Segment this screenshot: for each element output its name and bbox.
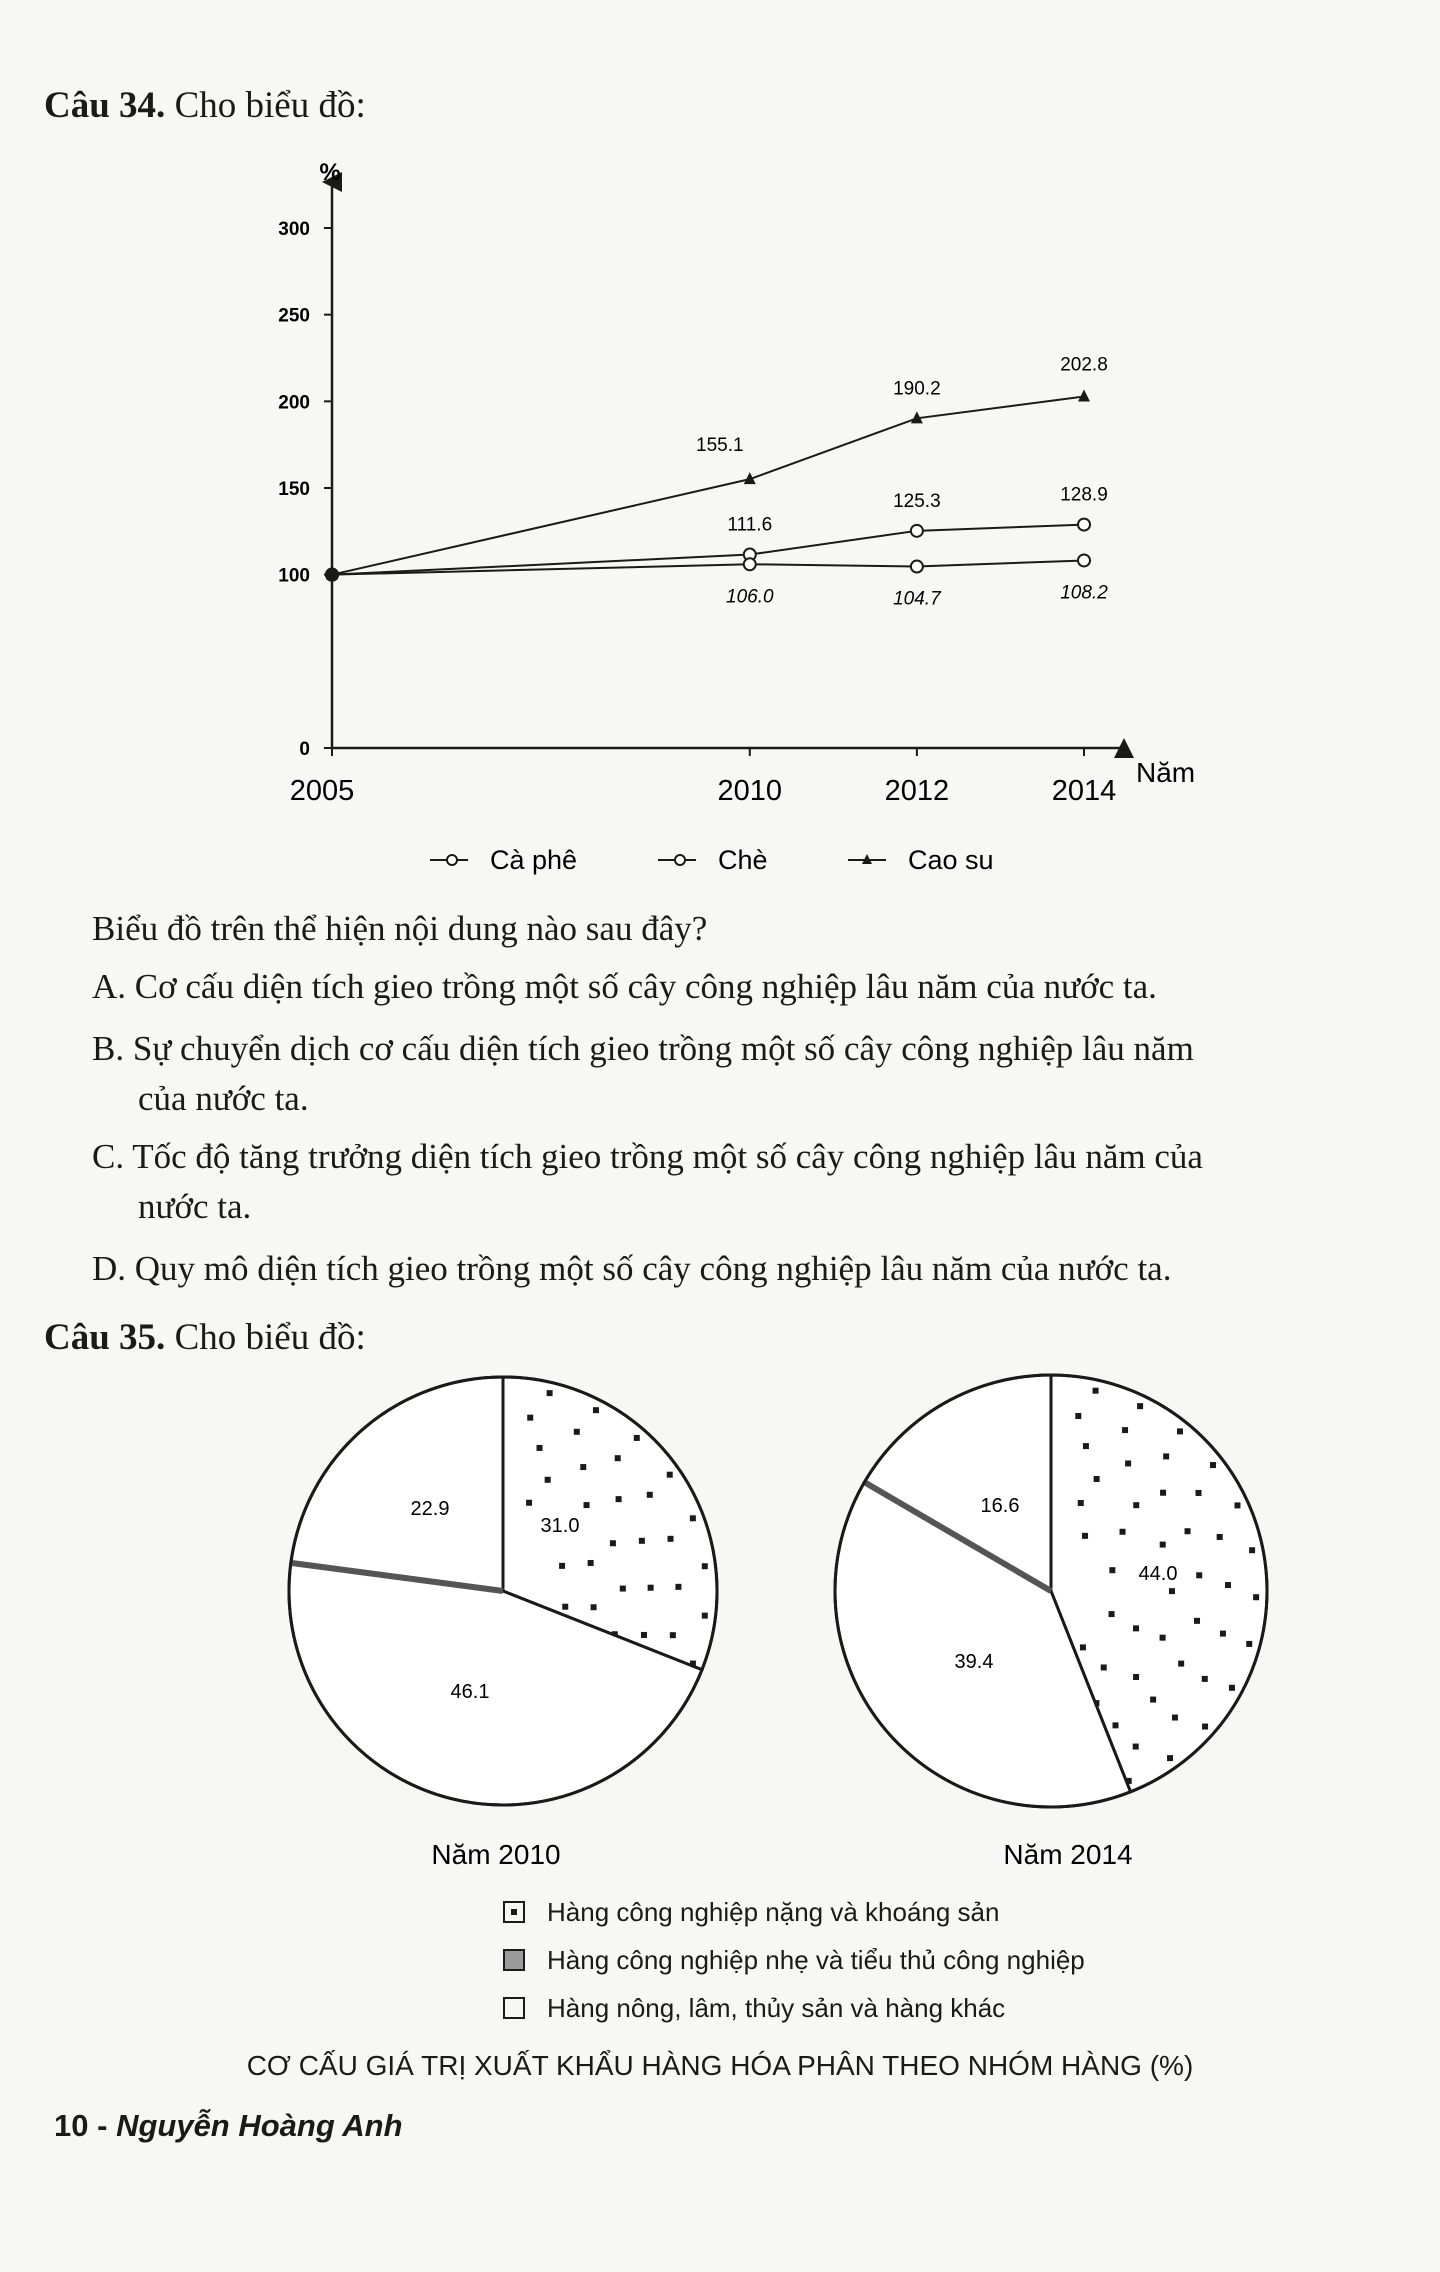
pattern-dot [668,1536,674,1542]
pattern-dot [1220,1631,1226,1637]
legend-circle-icon [447,855,457,865]
pattern-dot [1093,1388,1099,1394]
legend-label-heavy-industry: Hàng công nghiệp nặng và khoáng sản [547,1896,1000,1927]
pie-group [289,1375,1267,1870]
question-34-text: Biểu đồ trên thể hiện nội dung nào sau đây? [92,909,708,948]
pattern-dot [580,1464,586,1470]
y-tick-label: 100 [278,565,310,587]
pattern-dot [1202,1676,1208,1682]
pattern-dot [1109,1567,1115,1573]
pattern-dot [1202,1724,1208,1730]
pattern-dot [1133,1674,1139,1680]
pattern-dot [702,1613,708,1619]
x-tick-label: 2014 [1051,775,1117,807]
pie-chart-caption: CƠ CẤU GIÁ TRỊ XUẤT KHẨU HÀNG HÓA PHÂN THEO NHÓM HÀNG (%) [246,2050,1194,2081]
pattern-dot [1169,1588,1175,1594]
pattern-dot [670,1632,676,1638]
line-chart [0,140,1440,900]
pattern-dot [591,1604,597,1610]
pie-value-label: 31.0 [540,1515,580,1537]
pattern-dot [1234,1502,1240,1508]
y-tick-label: 200 [278,392,310,414]
data-point [1078,519,1090,531]
option-c-text-cont: nước ta. [138,1187,252,1226]
option-d-letter: D. [92,1249,127,1288]
pattern-dot [648,1585,654,1591]
series-line-2 [332,396,1084,574]
pattern-dot [620,1586,626,1592]
footer-separator: - [97,2108,108,2143]
option-a[interactable] [92,962,1157,1012]
pie-legend [503,1888,1085,2032]
pattern-dot [634,1435,640,1441]
pattern-dot [1185,1528,1191,1534]
pie-1 [835,1375,1267,1870]
question-35-heading [44,1316,366,1359]
legend-label: Cà phê [490,845,578,875]
pattern-dot [1167,1755,1173,1761]
pattern-dot [610,1540,616,1546]
data-label: 108.2 [1060,582,1108,604]
pie-slice [291,1377,503,1591]
option-b[interactable] [92,1024,1194,1124]
y-axis-label: % [319,159,341,186]
chart-legend [430,845,994,875]
y-tick-label: 300 [278,219,310,240]
x-tick-label: 2010 [717,775,783,807]
data-point [1078,554,1090,566]
chart-series [325,389,1090,581]
x-axis-label: Năm [1136,757,1196,788]
pattern-dot [1083,1443,1089,1449]
pattern-dot [1113,1722,1119,1728]
pattern-dot [675,1584,681,1590]
option-c-letter: C. [92,1137,125,1176]
pattern-dot [526,1500,532,1506]
legend-label: Cao su [908,845,994,875]
pattern-dot [588,1560,594,1566]
option-b-text-cont: của nước ta. [138,1079,309,1118]
pie-0 [289,1377,717,1870]
pattern-dot [545,1477,551,1483]
pattern-dot [1172,1715,1178,1721]
option-c-text: Tốc độ tăng trưởng diện tích gieo trồng một số cây công nghiệp lâu năm của [132,1137,1203,1176]
legend-item-light-industry [503,1936,1085,1984]
question-35-label: Câu 35. [44,1317,166,1358]
data-point [911,525,923,537]
legend-label: Chè [718,845,768,875]
data-label: 190.2 [893,378,941,400]
pattern-dot [1196,1490,1202,1496]
y-tick-label: 0 [299,739,310,760]
option-c[interactable] [92,1132,1203,1232]
pattern-dot [1160,1490,1166,1496]
data-point [744,558,756,570]
pattern-dot [1120,1529,1126,1535]
pattern-dot [1094,1476,1100,1482]
chart-data-labels [696,354,1108,609]
option-a-letter: A. [92,967,127,1006]
pattern-dot [1137,1403,1143,1409]
pie-year-label: Năm 2014 [1003,1839,1133,1870]
pattern-dot [615,1455,621,1461]
page-footer [54,2108,403,2144]
pattern-dot [1078,1500,1084,1506]
data-label: 202.8 [1060,354,1108,376]
pattern-dot [593,1407,599,1413]
pie-value-label: 16.6 [980,1495,1020,1517]
question-35-intro: Cho biểu đồ: [174,1317,366,1358]
pattern-dot [1082,1533,1088,1539]
pattern-dot [1080,1644,1086,1650]
data-label: 104.7 [893,588,941,610]
pattern-dot [1109,1611,1115,1617]
pie-value-label: 22.9 [410,1498,450,1520]
pattern-dot [1229,1685,1235,1691]
pie-value-label: 46.1 [450,1681,490,1703]
pattern-dot [641,1632,647,1638]
pattern-dot [1210,1462,1216,1468]
pattern-dot [1160,1542,1166,1548]
option-b-text: Sự chuyển dịch cơ cấu diện tích gieo trồng một số cây công nghiệp lâu năm [132,1029,1194,1068]
question-34-heading [44,84,366,127]
pattern-dot [1196,1572,1202,1578]
pie-value-label: 44.0 [1138,1563,1178,1585]
pattern-dot [562,1604,568,1610]
pattern-dot [639,1538,645,1544]
data-label: 155.1 [696,435,744,457]
pattern-dot [647,1492,653,1498]
series-line-1 [332,560,1084,574]
data-label: 106.0 [726,586,774,608]
pattern-dot [584,1502,590,1508]
legend-label-agriculture: Hàng nông, lâm, thủy sản và hàng khác [547,1992,1006,2023]
data-label: 125.3 [893,490,941,512]
pie-charts [0,1370,1440,1900]
pattern-dot [527,1415,533,1421]
pattern-dot [1249,1547,1255,1553]
legend-item-heavy-industry [503,1888,1085,1936]
pattern-dot [1178,1661,1184,1667]
option-a-text: Cơ cấu diện tích gieo trồng một số cây công nghiệp lâu năm của nước ta. [134,967,1157,1006]
pie-value-label: 39.4 [954,1651,994,1673]
pattern-dot [1225,1582,1231,1588]
pattern-dot [1125,1460,1131,1466]
legend-item-agriculture [503,1984,1085,2032]
pattern-dot [1101,1664,1107,1670]
y-tick-label: 150 [278,479,310,500]
pattern-dot [667,1472,673,1478]
dotted-swatch-icon [503,1901,525,1923]
pattern-dot [1122,1427,1128,1433]
data-label: 111.6 [727,514,773,536]
x-tick-label: 2005 [289,775,355,807]
pattern-dot [1133,1744,1139,1750]
data-point [911,561,923,573]
pattern-dot [1217,1534,1223,1540]
pattern-dot [1253,1594,1259,1600]
pie-year-label: Năm 2010 [431,1839,561,1870]
legend-label-light-industry: Hàng công nghiệp nhẹ và tiểu thủ công nghiệp [547,1944,1085,1975]
option-d[interactable] [92,1244,1171,1294]
pattern-dot [1246,1641,1252,1647]
pattern-dot [559,1563,565,1569]
legend-circle-icon [675,855,685,865]
pattern-dot [547,1390,553,1396]
origin-point [325,568,339,582]
pattern-dot [1075,1413,1081,1419]
pattern-dot [1160,1635,1166,1641]
x-tick-label: 2012 [884,775,950,807]
chart-axes [324,182,1124,756]
option-d-text: Quy mô diện tích gieo trồng một số cây công nghiệp lâu năm của nước ta. [134,1249,1172,1288]
pattern-dot [574,1429,580,1435]
blank-swatch-icon [503,1997,525,2019]
gray-swatch-icon [503,1949,525,1971]
question-34-label: Câu 34. [44,85,166,126]
option-b-letter: B. [92,1029,125,1068]
data-point [1078,389,1090,401]
author-name: Nguyễn Hoàng Anh [116,2108,403,2143]
question-34-intro: Cho biểu đồ: [174,85,366,126]
pattern-dot [690,1515,696,1521]
pattern-dot [1194,1618,1200,1624]
pattern-dot [537,1445,543,1451]
pattern-dot [1133,1625,1139,1631]
data-label: 128.9 [1060,484,1108,506]
pattern-dot [1150,1697,1156,1703]
pattern-dot [1163,1453,1169,1459]
y-tick-label: 250 [278,305,310,327]
pattern-dot [616,1496,622,1502]
pattern-dot [1133,1502,1139,1508]
pattern-dot [702,1563,708,1569]
page-number: 10 [54,2108,89,2143]
pattern-dot [1177,1428,1183,1434]
